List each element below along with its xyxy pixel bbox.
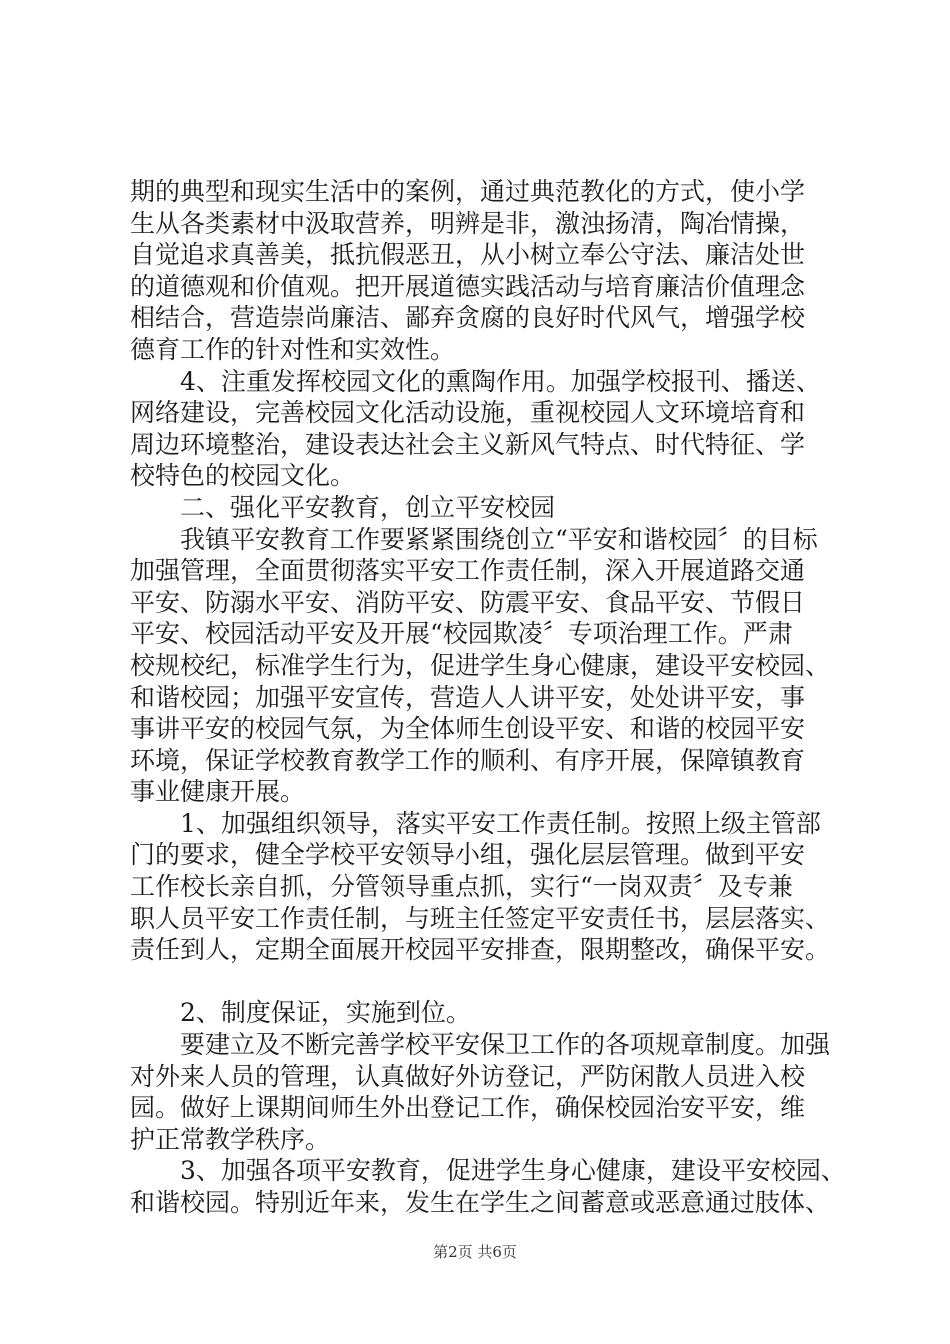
text-line: 二、强化平安教育，创立平安校园 bbox=[180, 492, 556, 522]
text-line: 和谐校园。特别近年来，发生在学生之间蓄意或恶意通过肢体、 bbox=[130, 1188, 831, 1217]
document-body bbox=[130, 176, 852, 1219]
text-line: 事业健康开展。 bbox=[130, 777, 306, 807]
text-line: 事讲平安的校园气氛，为全体师生创设平安、和谐的校园平安 bbox=[130, 714, 806, 744]
text-line: 德育工作的针对性和实效性。 bbox=[130, 334, 456, 364]
text-line: 职人员平安工作责任制，与班主任签定平安责任书，层层落实、 bbox=[130, 903, 831, 933]
text-line: 责任到人，定期全面展开校园平安排查，限期整改，确保平安。 bbox=[130, 935, 831, 965]
text-line: 1、加强组织领导，落实平安工作责任制。按照上级主管部 bbox=[180, 808, 821, 838]
text-line: 网络建设，完善校园文化活动设施，重视校园人文环境培育和 bbox=[130, 398, 806, 428]
page-footer: 第2页 共6页 bbox=[433, 1243, 517, 1261]
text-line: 门的要求，健全学校平安领导小组，强化层层管理。做到平安 bbox=[130, 840, 806, 870]
text-line: 对外来人员的管理，认真做好外访登记，严防闲散人员进入校 bbox=[130, 1061, 806, 1091]
text-line: 平安、防溺水平安、消防平安、防震平安、食品平安、节假日 bbox=[130, 587, 806, 617]
text-line: 园。做好上课期间师生外出登记工作，确保校园治安平安，维 bbox=[130, 1093, 806, 1123]
text-line: 3、加强各项平安教育，促进学生身心健康，建设平安校园、 bbox=[180, 1156, 846, 1186]
text-line: 自觉追求真善美，抵抗假恶丑，从小树立奉公守法、廉洁处世 bbox=[130, 240, 806, 270]
text-line: 护正常教学秩序。 bbox=[130, 1124, 331, 1154]
text-line: 周边环境整治，建设表达社会主义新风气特点、时代特征、学 bbox=[130, 429, 806, 459]
text-line: 平安、校园活动平安及开展“校园欺凌〞专项治理工作。严肃 bbox=[130, 619, 793, 649]
blank-line bbox=[130, 966, 852, 998]
text-line: 要建立及不断完善学校平安保卫工作的各项规章制度。加强 bbox=[180, 1030, 831, 1060]
text-line: 和谐校园；加强平安宣传，营造人人讲平安，处处讲平安，事 bbox=[130, 682, 806, 712]
text-line: 生从各类素材中汲取营养，明辨是非，激浊扬清，陶冶情操， bbox=[130, 208, 806, 238]
text-line: 的道德观和价值观。把开展道德实践活动与培育廉洁价值理念 bbox=[130, 271, 806, 301]
text-line: 期的典型和现实生活中的案例，通过典范教化的方式，使小学 bbox=[130, 177, 806, 206]
text-line: 环境，保证学校教育教学工作的顺利、有序开展，保障镇教育 bbox=[130, 745, 806, 775]
text-line: 2、制度保证，实施到位。 bbox=[180, 998, 471, 1028]
text-line: 4、注重发挥校园文化的熏陶作用。加强学校报刊、播送、 bbox=[180, 366, 821, 396]
text-line: 加强管理，全面贯彻落实平安工作责任制，深入开展道路交通 bbox=[130, 556, 806, 586]
text-line: 我镇平安教育工作要紧紧围绕创立“平安和谐校园〞的目标 bbox=[180, 524, 818, 554]
text-line: 相结合，营造崇尚廉洁、鄙弃贪腐的良好时代风气，增强学校 bbox=[130, 303, 806, 333]
text-line: 工作校长亲自抓，分管领导重点抓，实行“一岗双责〞及专兼 bbox=[130, 872, 793, 902]
text-line: 校规校纪，标准学生行为，促进学生身心健康，建设平安校园、 bbox=[130, 650, 831, 680]
text-line: 校特色的校园文化。 bbox=[130, 461, 356, 491]
